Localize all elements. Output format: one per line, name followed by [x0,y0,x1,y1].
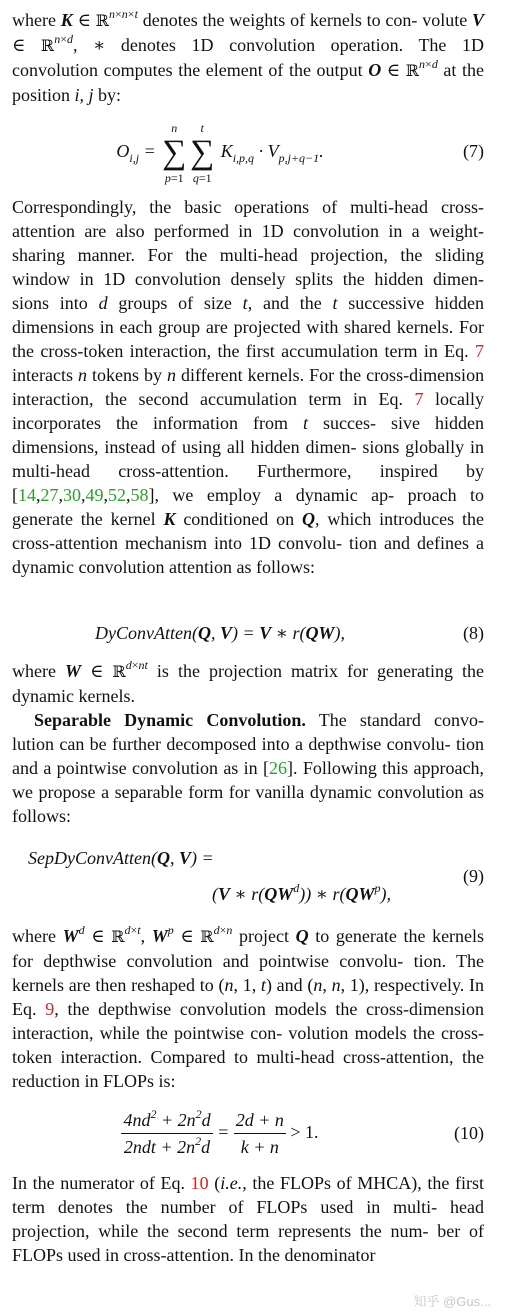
equation-8: DyConvAtten(Q, V) = V ∗ r(QW), (8) [95,623,484,643]
equation-ref-link[interactable]: 7 [475,341,485,361]
section-heading: Separable Dynamic Convolution. [34,710,306,730]
paragraph-depthwise-pointwise: where $W^d$ ∈ ℝ$^{d\times t}$, $W^p$ ∈ ℝ$^{d\times n}$ project Q to generate the kernels for depthwise convolution and pointwise convolu- tion. The kernels are then reshaped to (n, 1, t) and (n, n, 1), respectively. In Eq. 9, the depthwise convolution models the cross-dimension interaction, while the pointwise con- volution models the cross-token interaction. Compared to multi-head cross-attention, the reduction in FLOPs is: [12,923,485,1091]
paragraph-kernel-definition: where K ∈ ℝ$^{n\times n\times t}$ denotes the weights of kernels to con- volute V ∈ ℝ$^{n\times d}$, ∗ denotes 1D convolution operation. The 1D convolution computes the element of the output O ∈ ℝ$^{n\times d}$ at the position i, j by: [12,7,485,105]
citation-link[interactable]: 27 [40,485,59,505]
watermark: 知乎 @Gus... [413,1294,491,1309]
equation-7: $O_{i,j}$ = n ∑ p=1 t ∑ q=1 $K_{i,p,q} \cdot V_{p,j+q-1}$. (7) [116,120,484,185]
citation-link[interactable]: 52 [108,485,126,505]
equation-number: (9) [463,866,484,886]
citation-link[interactable]: 30 [63,485,81,505]
equation-number: (7) [463,141,484,161]
paragraph-numerator: In the numerator of Eq. 10 (i.e., the FLOPs of MHCA), the first term denotes the number of FLOPs used in multi- head projection, while the second term represents the num- ber of FLOPs used in cross-attention. In the denominator [12,1173,485,1265]
equation-number: (8) [463,623,484,643]
paragraph-projection-matrix: where W ∈ ℝ$^{d\times nt}$ is the projection matrix for generating the dynamic kernels. [12,658,485,706]
equation-ref-link[interactable]: 10 [190,1173,209,1193]
equation-10: $\frac{4nd^2 + 2n^2d}{2ndt + 2n^2d}$ = $\frac{2d + n}{k + n}$ > 1. (10) [123,1107,484,1158]
equation-ref-link[interactable]: 9 [45,999,55,1019]
citation-link[interactable]: 26 [269,758,287,778]
equation-ref-link[interactable]: 7 [414,389,424,409]
paper-page [12,8,484,1267]
equation-9: SepDyConvAtten(Q, V) = (V ∗ $r(QW^d)$) ∗ $r(QW^p)$, (9) [28,848,484,904]
equation-number: (10) [454,1123,484,1143]
paragraph-separable: Separable Dynamic Convolution. The standard convo- lution can be further decomposed into a depthwise convolu- tion and a pointwise convolution as in [26]. Following this approach, we propose a separable form for vanilla dynamic convolution as follows: [12,710,485,826]
citation-link[interactable]: 49 [85,485,104,505]
paragraph-correspondingly: Correspondingly, the basic operations of multi-head cross- attention are also performed in 1D convolution in a weight- sharing manner. For the multi-head projection, the sliding window in 1D convolution densely splits the hidden dimen- sions into d groups of size t, and the t successive hidden dimensions in each group are projected with shared kernels. For the cross-token interaction, the first accumulation term in Eq. 7 interacts n tokens by n different kernels. For the cross-dimension interaction, the second accumulation term in Eq. 7 locally incorporates the information from t succes- sive hidden dimensions, instead of using all hidden dimen- sions globally in multi-head cross-attention. Furthermore, inspired by [14,27,30,49,52,58], we employ a dynamic ap- proach to generate the kernel K conditioned on Q, which introduces the cross-attention mechanism into 1D convolu- tion and defines a dynamic convolution attention as follows: [12,197,485,577]
citation-link[interactable]: 14 [18,485,36,505]
citation-link[interactable]: 58 [130,485,149,505]
